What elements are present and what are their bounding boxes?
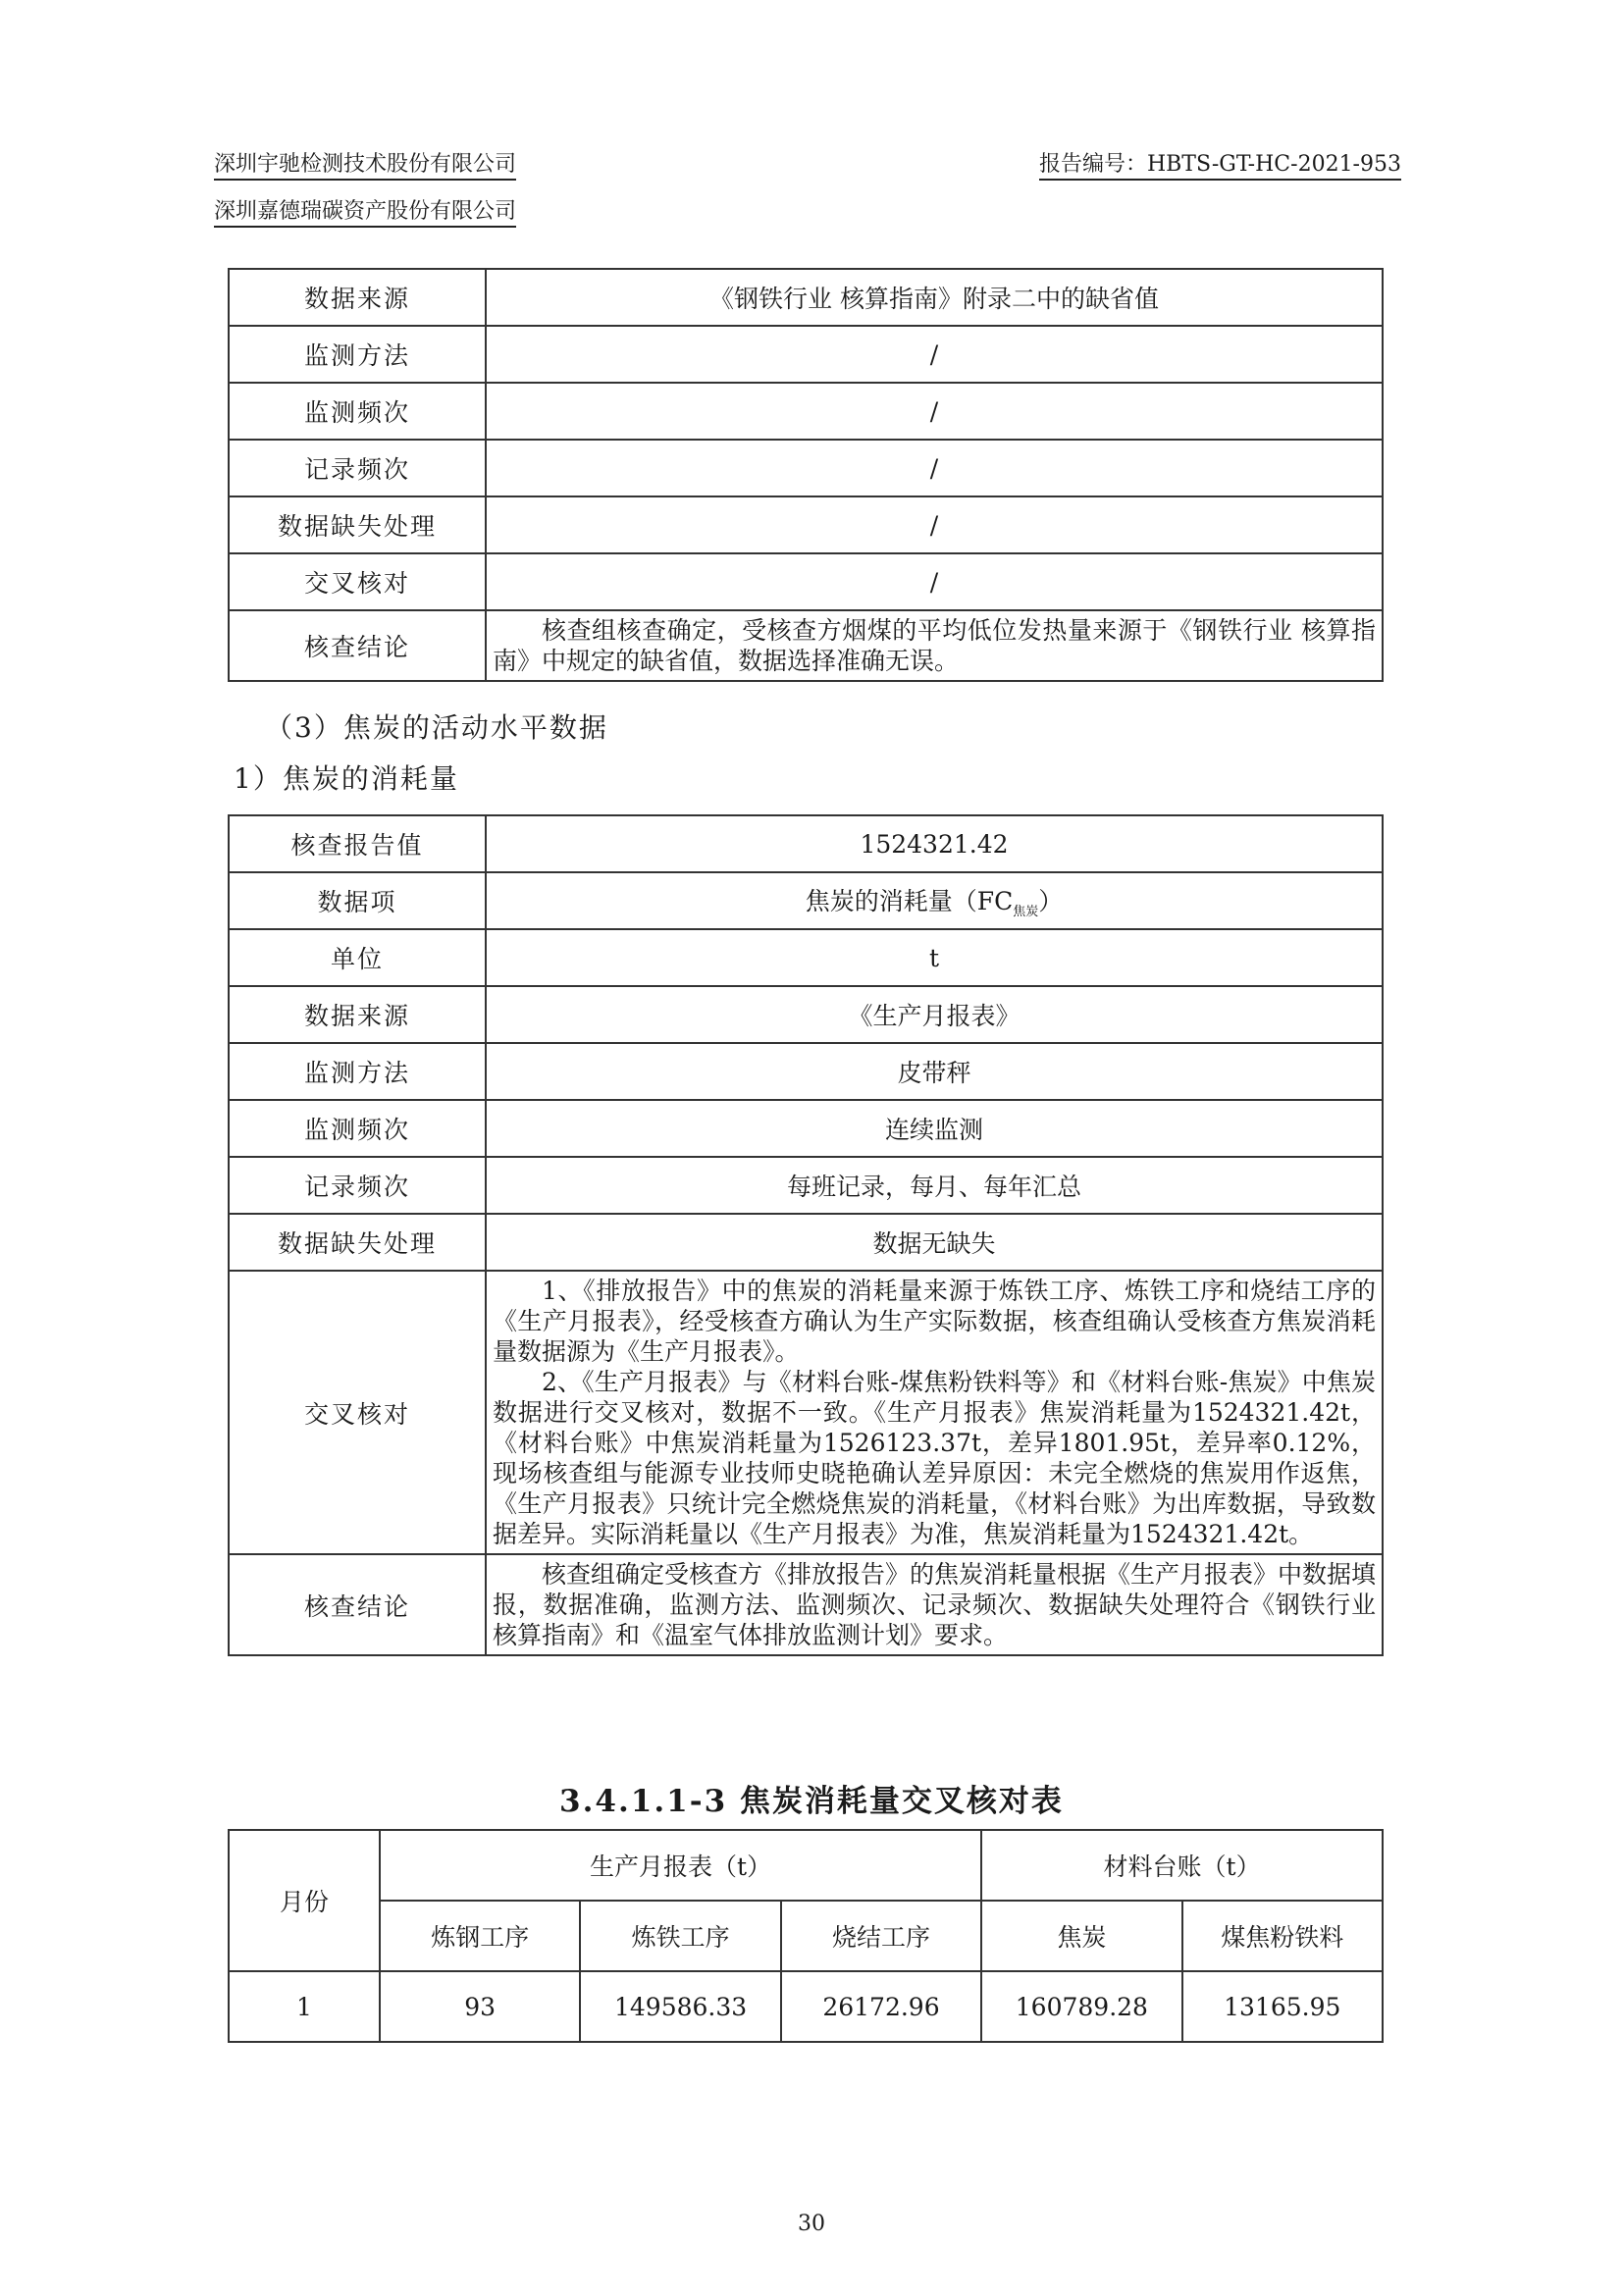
row-label: 监测方法: [229, 326, 486, 383]
table-row: [229, 383, 1383, 440]
row-label: 监测方法: [229, 1043, 486, 1100]
table-cell: 93: [380, 1971, 580, 2042]
frequency-value: 连续监测: [486, 1100, 1383, 1157]
row-label: 数据来源: [229, 269, 486, 326]
table-row: [229, 1157, 1383, 1214]
row-label: 交叉核对: [229, 553, 486, 610]
coke-consumption-table: [228, 814, 1384, 1656]
table-row: [229, 872, 1383, 929]
column-header: 炼铁工序: [580, 1901, 780, 1971]
conclusion-text: 核查组核查确定，受核查方烟煤的平均低位发热量来源于《钢铁行业 核算指南》中规定的缺省值，数据选择准确无误。: [486, 610, 1383, 681]
row-label: 数据缺失处理: [229, 1214, 486, 1271]
page-number: 30: [798, 2212, 825, 2236]
row-label: 数据缺失处理: [229, 496, 486, 553]
report-value: 1524321.42: [486, 815, 1383, 872]
month-cell: 1: [229, 1971, 380, 2042]
report-number: 报告编号：HBTS-GT-HC-2021-953: [1039, 147, 1401, 178]
table-row: [229, 496, 1383, 553]
table-caption: 3.4.1.1-3 焦炭消耗量交叉核对表: [559, 1784, 1064, 1819]
row-label: 交叉核对: [229, 1271, 486, 1554]
table-row: [229, 610, 1383, 681]
table-row: [229, 815, 1383, 872]
bituminous-coal-data-table: [228, 268, 1384, 682]
source-value: 《生产月报表》: [486, 986, 1383, 1043]
method-value: 皮带秤: [486, 1043, 1383, 1100]
row-value: /: [486, 553, 1383, 610]
row-value: 《钢铁行业 核算指南》附录二中的缺省值: [486, 269, 1383, 326]
header-row: [229, 1830, 1383, 1901]
cross-check-text: 1、《排放报告》中的焦炭的消耗量来源于炼铁工序、炼铁工序和烧结工序的《生产月报表》，经受核查方确认为生产实际数据，核查组确认受核查方焦炭消耗量数据源为《生产月报表》。 2、《生产月报表》与《材料台账-煤焦粉铁料等》和《材料台账-焦炭》中焦炭数据进行交叉核对，数据不一致。《生产月报表》焦炭消耗量为1524321.42t，《材料台账》中焦炭消耗量为1526123.37t，差异1801.95t，差异率0.12%，现场核查组与能源专业技师史晓艳确认差异原因：未完全燃烧的焦炭用作返焦，《生产月报表》只统计完全燃烧焦炭的消耗量，《材料台账》为出库数据，导致数据差异。实际消耗量以《生产月报表》为准，焦炭消耗量为1524321.42t。: [486, 1271, 1383, 1554]
group-header: 材料台账（t）: [981, 1830, 1383, 1901]
table-cell: 13165.95: [1182, 1971, 1383, 2042]
row-label: 记录频次: [229, 440, 486, 496]
row-label: 单位: [229, 929, 486, 986]
missing-data-value: 数据无缺失: [486, 1214, 1383, 1271]
table-row: [229, 1043, 1383, 1100]
table-cell: 149586.33: [580, 1971, 780, 2042]
data-item-value: 焦炭的消耗量$(FC_{焦炭})$: [486, 872, 1383, 929]
column-header: 焦炭: [981, 1901, 1181, 1971]
table-row: [229, 1100, 1383, 1157]
row-label: 核查结论: [229, 1554, 486, 1655]
table-row: [229, 1554, 1383, 1655]
table-cell: 26172.96: [781, 1971, 981, 2042]
conclusion-text: 核查组确定受核查方《排放报告》的焦炭消耗量根据《生产月报表》中数据填报，数据准确，监测方法、监测频次、记录频次、数据缺失处理符合《钢铁行业 核算指南》和《温室气体排放监测计划》要求。: [486, 1554, 1383, 1655]
table-row: [229, 326, 1383, 383]
section-heading: （3）焦炭的活动水平数据: [265, 711, 608, 744]
table-cell: 160789.28: [981, 1971, 1181, 2042]
column-header: 煤焦粉铁料: [1182, 1901, 1383, 1971]
group-header: 生产月报表（t）: [380, 1830, 981, 1901]
table-row: [229, 1971, 1383, 2042]
table-row: [229, 440, 1383, 496]
table-row: [229, 986, 1383, 1043]
subsection-heading: 1）焦炭的消耗量: [234, 762, 459, 795]
row-value: /: [486, 496, 1383, 553]
row-label: 核查报告值: [229, 815, 486, 872]
row-label: 监测频次: [229, 1100, 486, 1157]
row-value: /: [486, 326, 1383, 383]
row-label: 数据来源: [229, 986, 486, 1043]
company-name-1: 深圳宇驰检测技术股份有限公司: [214, 147, 516, 178]
column-header: 烧结工序: [781, 1901, 981, 1971]
unit-value: t: [486, 929, 1383, 986]
company-name-2: 深圳嘉德瑞碳资产股份有限公司: [214, 194, 516, 225]
record-value: 每班记录，每月、每年汇总: [486, 1157, 1383, 1214]
table-row: [229, 553, 1383, 610]
row-label: 记录频次: [229, 1157, 486, 1214]
row-label: 数据项: [229, 872, 486, 929]
table-row: [229, 1214, 1383, 1271]
header-row: [229, 1901, 1383, 1971]
table-row: [229, 269, 1383, 326]
table-row: [229, 1271, 1383, 1554]
row-value: /: [486, 383, 1383, 440]
coke-cross-check-table: [228, 1829, 1384, 2043]
row-label: 监测频次: [229, 383, 486, 440]
table-row: [229, 929, 1383, 986]
row-label: 核查结论: [229, 610, 486, 681]
row-value: /: [486, 440, 1383, 496]
month-header: 月份: [229, 1830, 380, 1971]
column-header: 炼钢工序: [380, 1901, 580, 1971]
